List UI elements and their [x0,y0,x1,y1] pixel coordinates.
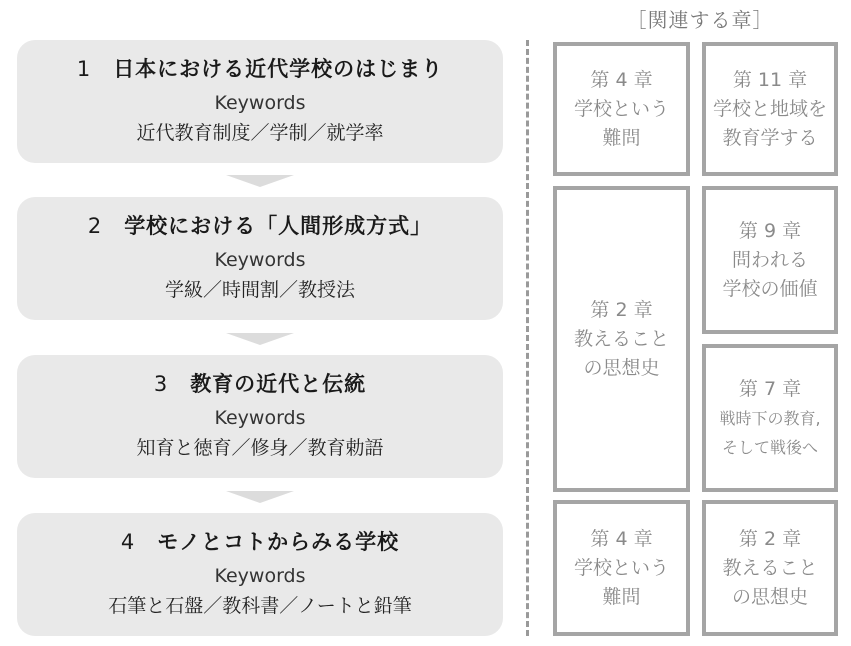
topic-title-text: 日本における近代学校のはじまり [113,57,444,81]
chapter-title-line: 問われる [731,248,808,271]
chapter-box-2-tall [553,186,690,492]
keywords-text: 近代教育制度／学制／就学率 [136,122,384,144]
topic-box-2 [17,197,503,320]
down-arrow [226,175,294,187]
chapter-number: 第 4 章 [590,68,653,91]
chapter-title-line: 学校と地域を [712,97,827,120]
keywords-label: Keywords [214,249,306,271]
topic-box-1 [17,40,503,163]
chapter-title-line: 学校という [573,97,669,120]
topic-title-text: 学校における「人間形成方式」 [124,214,433,238]
chapter-number: 第 2 章 [738,527,802,550]
topic-number: 3 [153,372,169,396]
chapter-box-7 [702,344,838,492]
chapter-title-line: 学校の価値 [722,277,818,300]
topic-box-4 [17,513,503,636]
dashed-divider [526,40,529,636]
topic-box-3 [17,355,503,478]
topic-number: 2 [87,214,103,238]
chapter-title-line: 難問 [602,126,641,149]
topic-number: 4 [120,530,136,554]
chapter-box-4-row1 [553,42,690,176]
topic-title [17,369,503,399]
keywords-label: Keywords [214,565,306,587]
chapter-number: 第 2 章 [590,298,653,321]
topic-title-text: 教育の近代と伝統 [190,372,367,396]
topic-title [17,211,503,241]
chapter-number: 第 4 章 [590,527,653,550]
chapter-title-line: の思想史 [583,356,660,379]
chapter-box-9 [702,186,838,334]
chapter-title-line: の思想史 [731,585,808,608]
chapter-title-line: 教えること [573,327,669,350]
chapter-title-line: 難問 [602,585,641,608]
related-chapters-heading: ［関連する章］ [626,8,774,32]
chapter-title-line: そして戦後へ [721,437,818,457]
chapter-box-4-row4 [553,500,690,636]
keywords-text: 学級／時間割／教授法 [164,279,355,301]
chapter-number: 第 11 章 [732,68,808,91]
topic-title [17,527,503,557]
keywords-text: 石筆と石盤／教科書／ノートと鉛筆 [108,595,412,617]
chapter-box-2-row4 [702,500,838,636]
chapter-box-11 [702,42,838,176]
topic-title-text: モノとコトからみる学校 [157,530,400,554]
keywords-text: 知育と徳育／修身／教育勅語 [136,437,384,459]
chapter-title-line: 教育学する [722,126,818,149]
down-arrow [226,333,294,345]
chapter-title-line: 学校という [573,556,669,579]
topic-number: 1 [76,57,92,81]
chapter-title-line: 戦時下の教育, [719,408,821,428]
chapter-number: 第 9 章 [738,219,802,242]
down-arrow [226,491,294,503]
keywords-label: Keywords [214,407,306,429]
topic-title [17,54,503,84]
keywords-label: Keywords [214,92,306,114]
chapter-title-line: 教えること [722,556,818,579]
chapter-number: 第 7 章 [738,377,802,400]
